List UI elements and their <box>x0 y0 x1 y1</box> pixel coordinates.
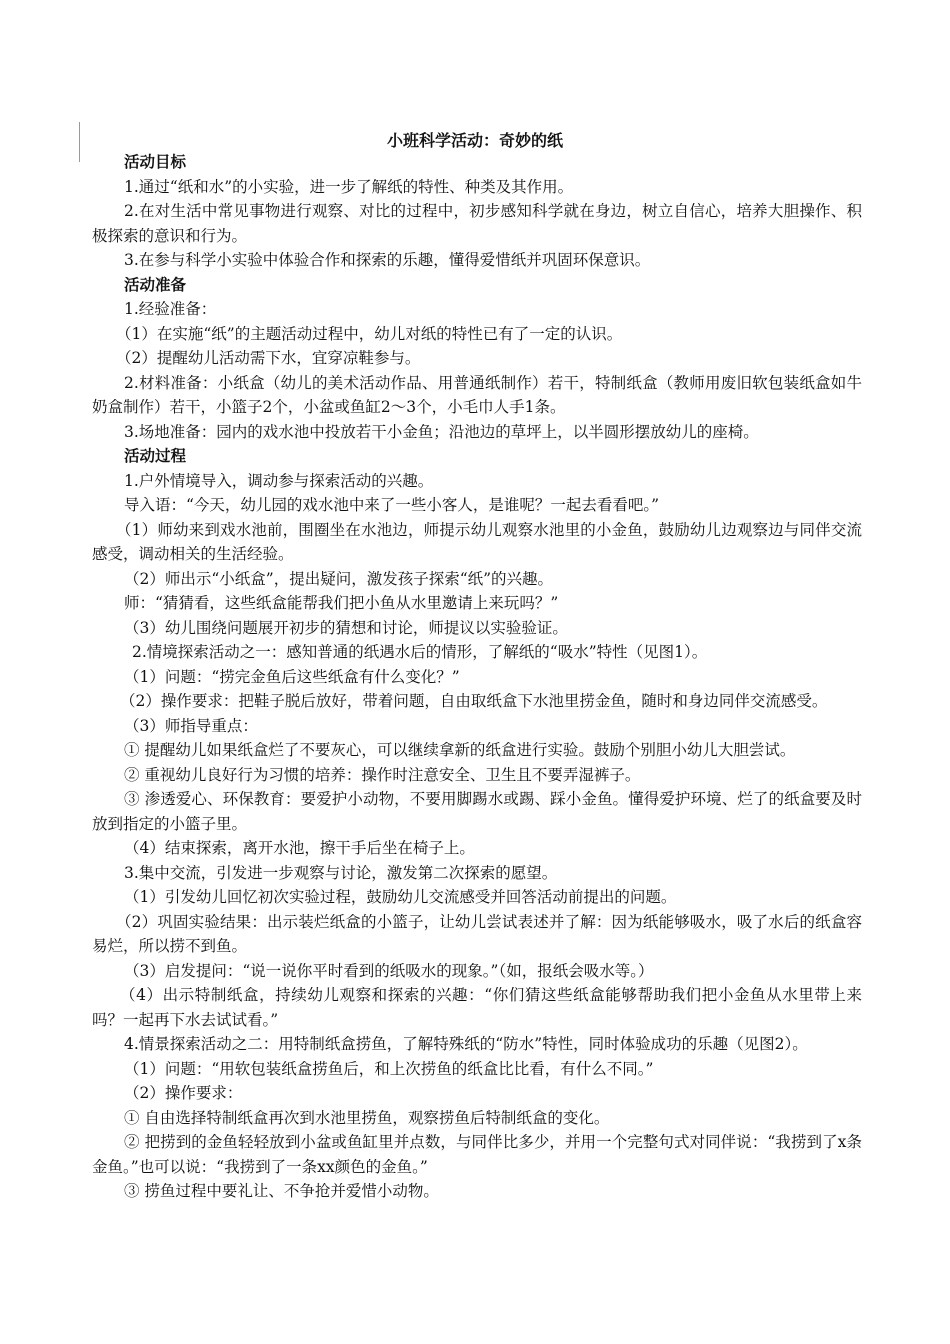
paragraph: （2）操作要求：把鞋子脱后放好，带着问题，自由取纸盒下水池里捞金鱼，随时和身边同伴交流感受。 <box>120 692 828 710</box>
paragraph: 2.情境探索活动之一：感知普通的纸遇水后的情形，了解纸的“吸水”特性（见图1）。 <box>132 643 708 661</box>
paragraph: （1）问题：“用软包装纸盒捞鱼后，和上次捞鱼的纸盒比比看，有什么不同。” <box>124 1059 654 1078</box>
paragraph: （3）幼儿围绕问题展开初步的猜想和讨论，师提议以实验验证。 <box>124 618 568 637</box>
document-title: 小班科学活动：奇妙的纸 <box>386 131 563 150</box>
section-heading: 活动目标 <box>124 153 187 171</box>
paragraph: 1.通过“纸和水”的小实验，进一步了解纸的特性、种类及其作用。 <box>124 177 574 196</box>
paragraph: （3）师指导重点： <box>124 716 258 735</box>
section-heading: 活动过程 <box>124 447 187 465</box>
paragraph: （3）启发提问：“说一说你平时看到的纸吸水的现象。”（如，报纸会吸水等。） <box>124 961 654 980</box>
paragraph: 3.场地准备：园内的戏水池中投放若干小金鱼；沿池边的草坪上，以半圆形摆放幼儿的座椅。 <box>124 422 759 441</box>
paragraph: （2）操作要求： <box>124 1084 243 1102</box>
paragraph: （2）师出示“小纸盒”，提出疑问，激发孩子探索“纸”的兴趣。 <box>124 569 554 588</box>
paragraph: ② 把捞到的金鱼轻轻放到小盆或鱼缸里并点数，与同伴比多少，并用一个完整句式对同伴说：“我捞到了x条金鱼。”也可以说：“我捞到了一条xx颜色的金鱼。” <box>92 1133 862 1176</box>
paragraph: ③ 捞鱼过程中要礼让、不争抢并爱惜小动物。 <box>124 1182 439 1200</box>
paragraph: 1.经验准备： <box>124 300 217 318</box>
paragraph: ① 自由选择特制纸盒再次到水池里捞鱼，观察捞鱼后特制纸盒的变化。 <box>124 1108 610 1127</box>
paragraph: （2）巩固实验结果：出示装烂纸盒的小篮子，让幼儿尝试表述并了解：因为纸能够吸水，吸了水后的纸盒容易烂，所以捞不到鱼。 <box>92 912 862 955</box>
paragraph: （1）师幼来到戏水池前，围圈坐在水池边，师提示幼儿观察水池里的小金鱼，鼓励幼儿边观察边与同伴交流感受，调动相关的生活经验。 <box>92 520 862 563</box>
paragraph: （4）出示特制纸盒，持续幼儿观察和探索的兴趣：“你们猜这些纸盒能够帮助我们把小金鱼从水里带上来吗？一起再下水去试试看。” <box>92 986 862 1029</box>
paragraph: 导入语：“今天，幼儿园的戏水池中来了一些小客人，是谁呢？一起去看看吧。” <box>124 496 660 514</box>
paragraph: （2）提醒幼儿活动需下水，宜穿凉鞋参与。 <box>116 349 421 367</box>
paragraph: 3.在参与科学小实验中体验合作和探索的乐趣，懂得爱惜纸并巩固环保意识。 <box>124 251 651 269</box>
paragraph: 2.在对生活中常见事物进行观察、对比的过程中，初步感知科学就在身边，树立自信心，培养大胆操作、积极探索的意识和行为。 <box>92 202 862 245</box>
paragraph: 1.户外情境导入，调动参与探索活动的兴趣。 <box>124 471 434 490</box>
paragraph: 2.材料准备：小纸盒（幼儿的美术活动作品、用普通纸制作）若干，特制纸盒（教师用废旧软包装纸盒如牛奶盒制作）若干，小篮子2个，小盆或鱼缸2～3个，小毛巾人手1条。 <box>92 373 862 416</box>
paragraph: （1）引发幼儿回忆初次实验过程，鼓励幼儿交流感受并回答活动前提出的问题。 <box>124 888 677 906</box>
paragraph: ② 重视幼儿良好行为习惯的培养：操作时注意安全、卫生且不要弄湿裤子。 <box>124 765 641 784</box>
paragraph: （4）结束探索，离开水池，擦干手后坐在椅子上。 <box>124 839 475 857</box>
document-body <box>92 150 862 1204</box>
paragraph: ③ 渗透爱心、环保教育：要爱护小动物，不要用脚踢水或踢、踩小金鱼。懂得爱护环境、烂了的纸盒要及时放到指定的小篮子里。 <box>92 790 862 833</box>
paragraph: 师：“猜猜看，这些纸盒能帮我们把小鱼从水里邀请上来玩吗？” <box>124 594 559 612</box>
paragraph: 4.情景探索活动之二：用特制纸盒捞鱼，了解特殊纸的“防水”特性，同时体验成功的乐趣（见图2）。 <box>124 1035 808 1053</box>
paragraph: 3.集中交流，引发进一步观察与讨论，激发第二次探索的愿望。 <box>124 863 558 882</box>
paragraph: （1）在实施“纸”的主题活动过程中，幼儿对纸的特性已有了一定的认识。 <box>116 324 623 343</box>
section-heading: 活动准备 <box>124 275 187 294</box>
paragraph: ① 提醒幼儿如果纸盒烂了不要灰心，可以继续拿新的纸盒进行实验。鼓励个别胆小幼儿大胆尝试。 <box>124 741 796 759</box>
paragraph: （1）问题：“捞完金鱼后这些纸盒有什么变化？” <box>124 667 460 686</box>
